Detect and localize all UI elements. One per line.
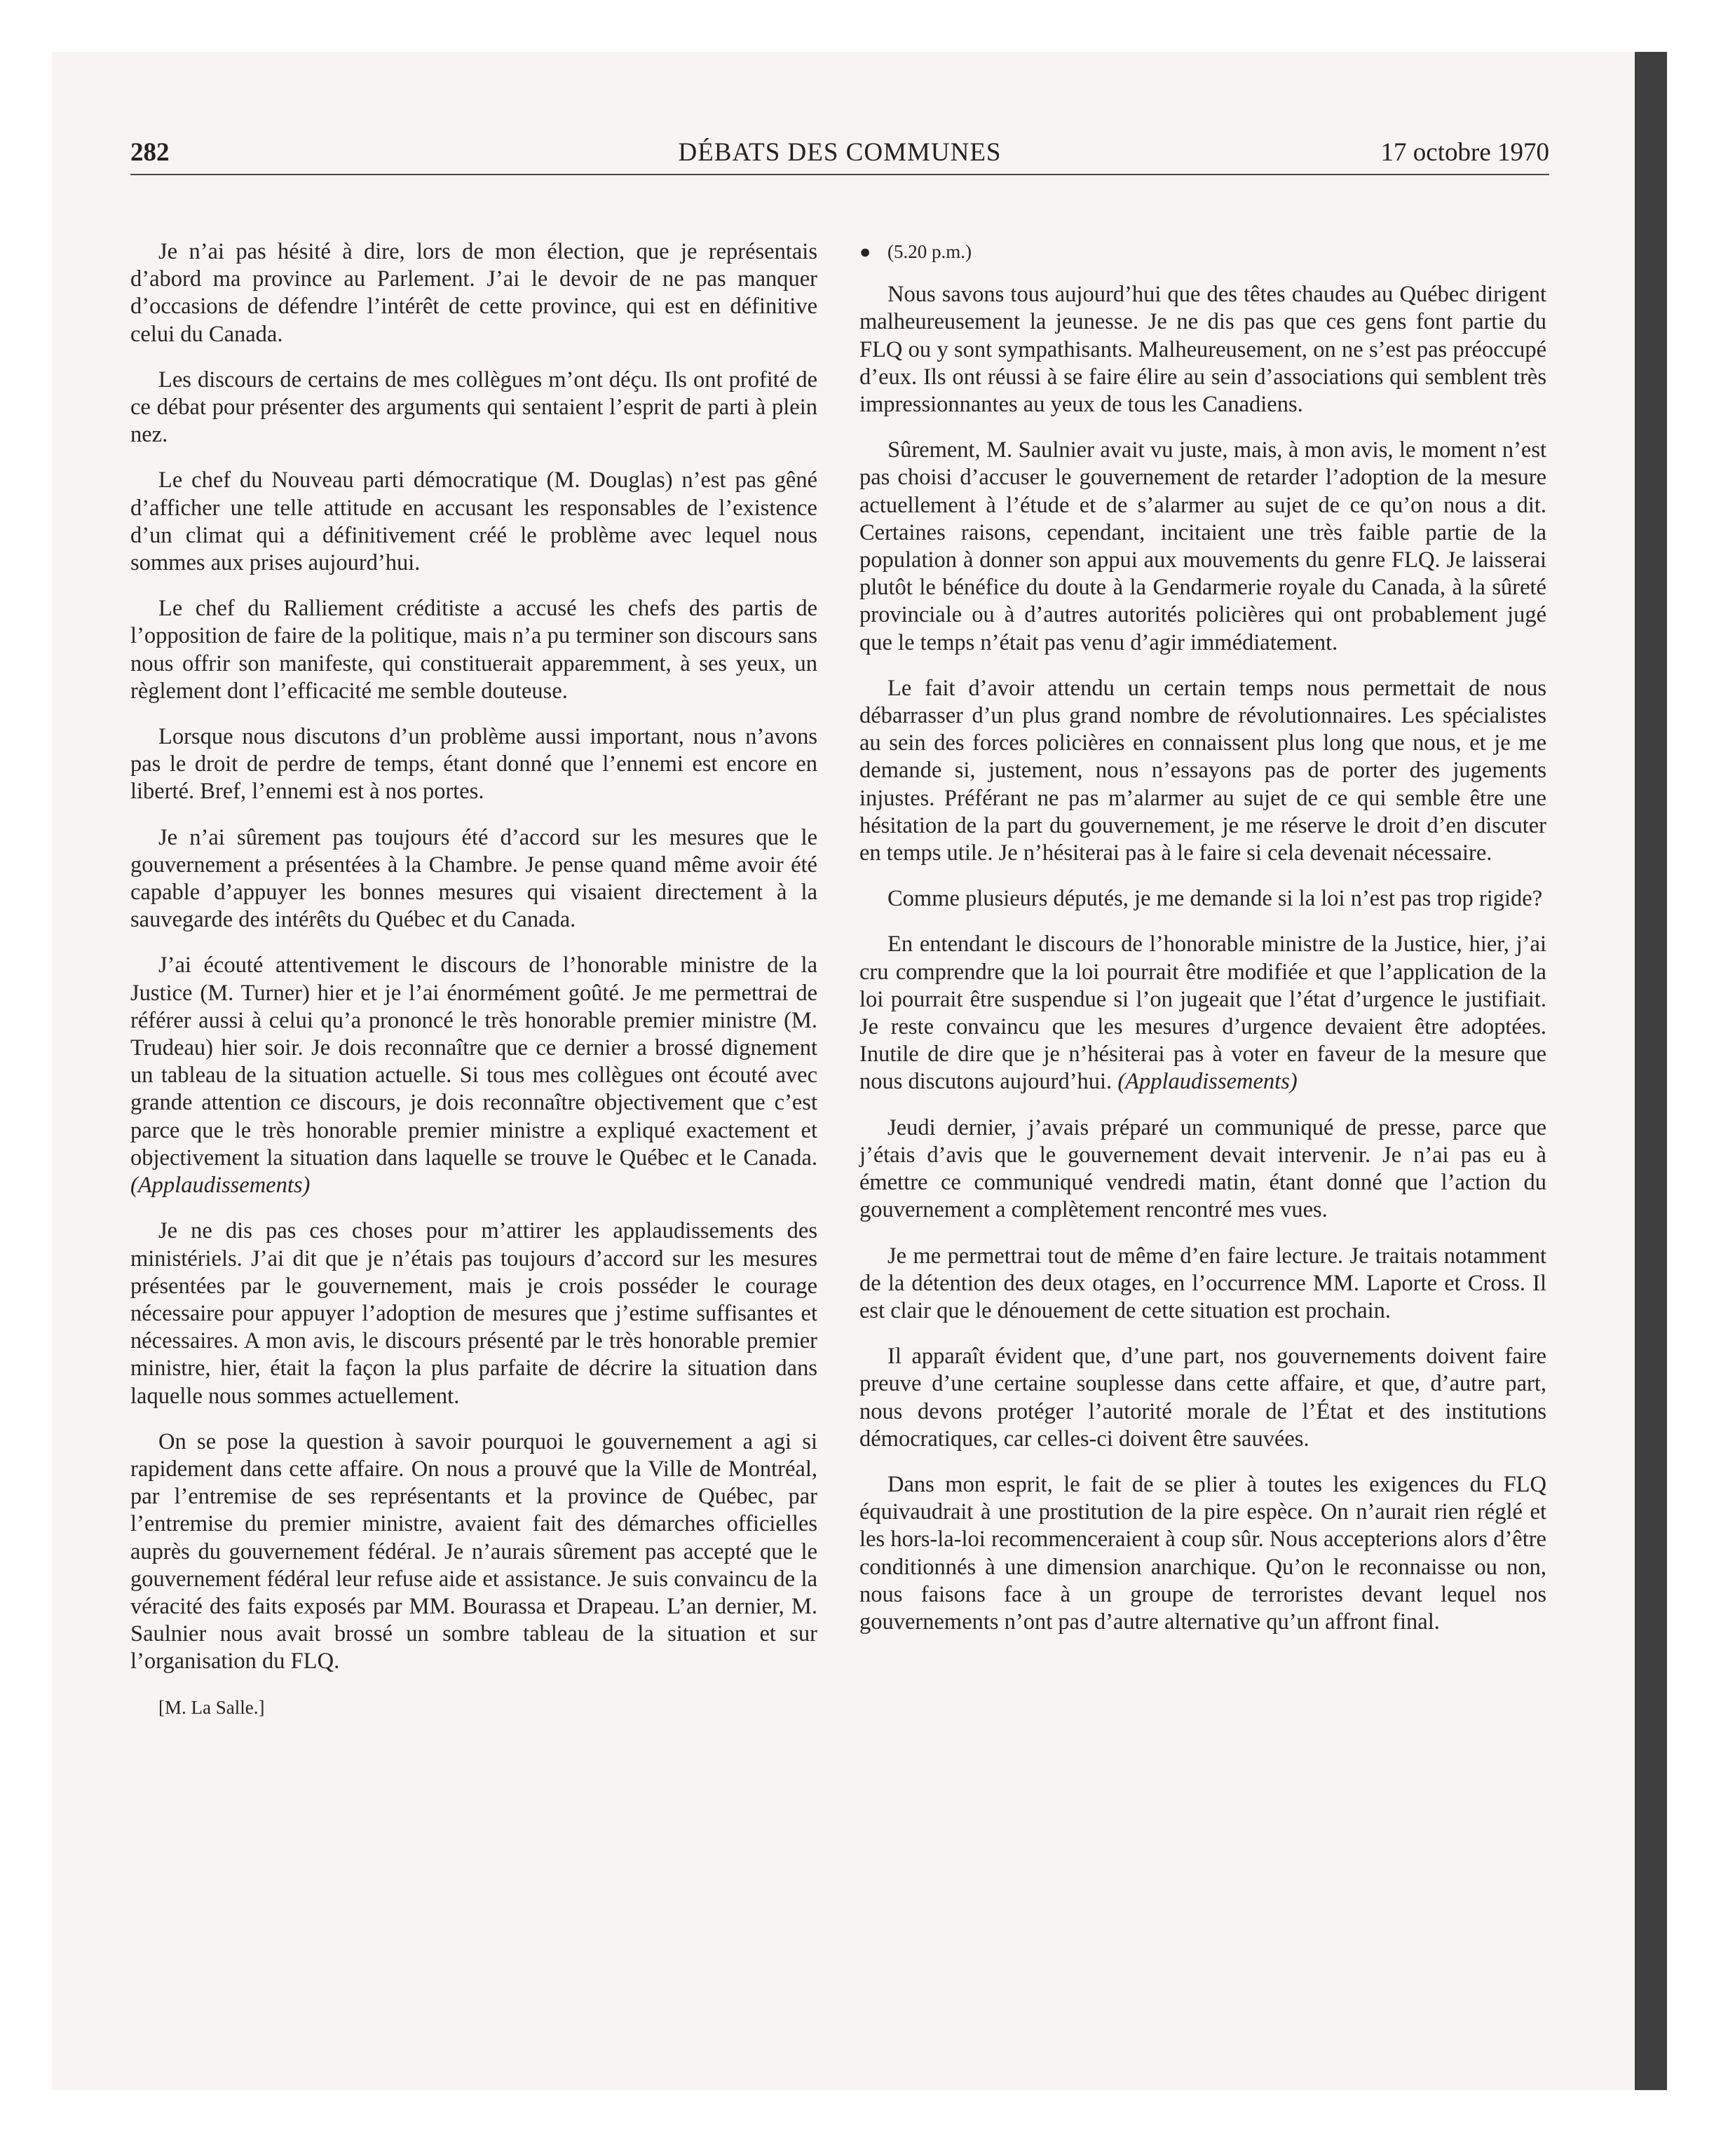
paragraph: Jeudi dernier, j’avais préparé un communiqué de presse, parce que j’étais d’avis que le gouvernement devait intervenir. Je n’ai pas eu à émettre ce communiqué vendredi matin, étant donné que l’action du gouvernement a complètement rencontré mes vues. xyxy=(859,1114,1546,1223)
scan-edge-shadow xyxy=(1635,52,1667,2090)
page-number: 282 xyxy=(130,138,170,167)
paragraph-with-applause xyxy=(859,931,1546,1096)
right-column xyxy=(859,238,1546,1654)
applause-note: (Applaudissements) xyxy=(130,1173,311,1199)
paragraph: Je n’ai pas hésité à dire, lors de mon élection, que je représentais d’abord ma province au Parlement. J’ai le devoir de ne pas manquer d’occasions de défendre l’intérêt de cette province, qui est en définitive celui du Canada. xyxy=(130,239,817,347)
paragraph: Les discours de certains de mes collègues m’ont déçu. Ils ont profité de ce débat pour présenter des arguments qui sentaient l’esprit de parti à plein nez. xyxy=(130,367,817,448)
publication-title: DÉBATS DES COMMUNES xyxy=(678,138,1002,167)
paragraph: Le chef du Nouveau parti démocratique (M. Douglas) n’est pas gêné d’afficher une telle attitude en accusant les responsables de l’existence d’un climat qui a définitivement créé le problème avec lequel nous sommes aux prises aujourd’hui. xyxy=(130,468,817,576)
left-column xyxy=(130,238,817,1721)
paragraph: Le chef du Ralliement créditiste a accusé les chefs des partis de l’opposition de faire de la politique, mais n’a pu terminer son discours sans nous offrir son manifeste, qui constituerait apparemment, à ses yeux, un règlement dont l’efficacité me semble douteuse. xyxy=(130,596,817,704)
paragraph: Je ne dis pas ces choses pour m’attirer les applaudissements des ministériels. J’ai dit que je n’étais pas toujours d’accord sur les mesures présentées par le gouvernement, mais je crois posséder le courage nécessaire pour appuyer l’adoption de mesures que j’estime suffisantes et nécessaires. A mon avis, le discours présenté par le très honorable premier ministre, hier, était la façon la plus parfaite de décrire la situation dans laquelle nous sommes actuellement. xyxy=(130,1218,817,1409)
paragraph-with-applause xyxy=(130,952,817,1199)
bullet-icon: ● xyxy=(859,241,871,262)
paragraph: Sûrement, M. Saulnier avait vu juste, mais, à mon avis, le moment n’est pas choisi d’accuser le gouvernement de retarder l’adoption de la mesure actuellement à l’étude et de s’alarmer au sujet de ce qu’on nous a dit. Certaines raisons, cependant, incitaient une très faible partie de la population à donner son appui aux mouvements du genre FLQ. Je laisserai plutôt le bénéfice du doute à la Gendarmerie royale du Canada, à la sûreté provinciale ou à d’autres autorités policières qui ont probablement jugé que le temps n’était pas venu d’agir immédiatement. xyxy=(859,437,1546,655)
paragraph: Je me permettrai tout de même d’en faire lecture. Je traitais notamment de la détention des deux otages, en l’occurrence MM. Laporte et Cross. Il est clair que le dénouement de cette situation est prochain. xyxy=(859,1243,1546,1323)
speaker-note: [M. La Salle.] xyxy=(158,1696,265,1718)
paragraph: Lorsque nous discutons d’un problème aussi important, nous n’avons pas le droit de perdre de temps, étant donné que l’ennemi est encore en liberté. Bref, l’ennemi est à nos portes. xyxy=(130,724,817,805)
timestamp-line xyxy=(859,238,1546,266)
paragraph: Dans mon esprit, le fait de se plier à toutes les exigences du FLQ équivaudrait à une prostitution de la pire espèce. On n’aurait rien réglé et les hors-la-loi recommenceraient à coup sûr. Nous accepterions alors d’être conditionnés à une dimension anarchique. Qu’on le reconnaisse ou non, nous faisons face à un groupe de terroristes devant lequel nos gouvernements n’ont pas d’autre alternative qu’un affront final. xyxy=(859,1471,1546,1635)
paragraph: Je n’ai sûrement pas toujours été d’accord sur les mesures que le gouvernement a présentées à la Chambre. Je pense quand même avoir été capable d’appuyer les bonnes mesures qui visaient directement à la sauvegarde des intérêts du Québec et du Canada. xyxy=(130,824,817,933)
paragraph: Comme plusieurs députés, je me demande si la loi n’est pas trop rigide? xyxy=(887,886,1543,912)
paragraph: Il apparaît évident que, d’une part, nos gouvernements doivent faire preuve d’une certaine souplesse dans cette affaire, et que, d’autre part, nous devons protéger l’autorité morale de l’État et des institutions démocratiques, car celles-ci doivent être sauvées. xyxy=(859,1344,1546,1452)
paragraph: Nous savons tous aujourd’hui que des têtes chaudes au Québec dirigent malheureusement la jeunesse. Je ne dis pas que ces gens font partie du FLQ ou y sont sympathisants. Malheureusement, on ne s’est pas préoccupé d’eux. Ils ont réussi à se faire élire au sein d’associations qui semblent très impressionnantes au yeux de tous les Canadiens. xyxy=(859,282,1546,418)
paragraph: Le fait d’avoir attendu un certain temps nous permettait de nous débarrasser d’un plus grand nombre de révolutionnaires. Les spécialistes au sein des forces policières en connaissent plus long que nous, et je me demande si, justement, nous n’essayons pas de porter des jugements injustes. Préférant ne pas m’alarmer au sujet de ce qui semble être une hésitation de la part du gouvernement, je me réserve le droit d’en discuter en temps utile. Je n’hésiterai pas à le faire si cela devenait nécessaire. xyxy=(859,675,1546,866)
session-date: 17 octobre 1970 xyxy=(1380,138,1549,167)
paragraph-text: J’ai écouté attentivement le discours de l’honorable ministre de la Justice (M. Turner) hier et je l’ai énormément goûté. Je me permettrai de référer aussi à celui qu’a prononcé le très honorable premier ministre (M. Trudeau) hier soir. Je dois reconnaître que ce dernier a brossé dignement un tableau de la situation actuelle. Si tous mes collègues ont écouté avec grande attention ce discours, je dois reconnaître objectivement que c’est parce que le très honorable premier ministre a expliqué exactement et objectivement la situation dans laquelle se trouve le Québec et le Canada. xyxy=(130,953,817,1171)
page-header xyxy=(130,137,1549,175)
paragraph-text: En entendant le discours de l’honorable ministre de la Justice, hier, j’ai cru comprendre que la loi pourrait être modifiée et que l’application de la loi pourrait être suspendue si l’on jugeait que l’état d’urgence le justifiait. Je reste convaincu que les mesures d’urgence devaient être adoptées. Inutile de dire que je n’hésiterai pas à voter en faveur de la mesure que nous discutons aujourd’hui. xyxy=(859,932,1546,1095)
paragraph: On se pose la question à savoir pourquoi le gouvernement a agi si rapidement dans cette affaire. On nous a prouvé que la Ville de Montréal, par l’entremise de ses représentants et la province de Québec, par l’entremise du premier ministre, avaient fait des démarches officielles auprès du gouvernement fédéral. Je n’aurais sûrement pas accepté que le gouvernement fédéral leur refuse aide et assistance. Je suis convaincu de la véracité des faits exposés par MM. Bourassa et Drapeau. L’an dernier, M. Saulnier nous avait brossé un sombre tableau de la situation et sur l’organisation du FLQ. xyxy=(130,1428,817,1674)
timestamp: (5.20 p.m.) xyxy=(887,241,972,262)
applause-note: (Applaudissements) xyxy=(1117,1069,1298,1095)
